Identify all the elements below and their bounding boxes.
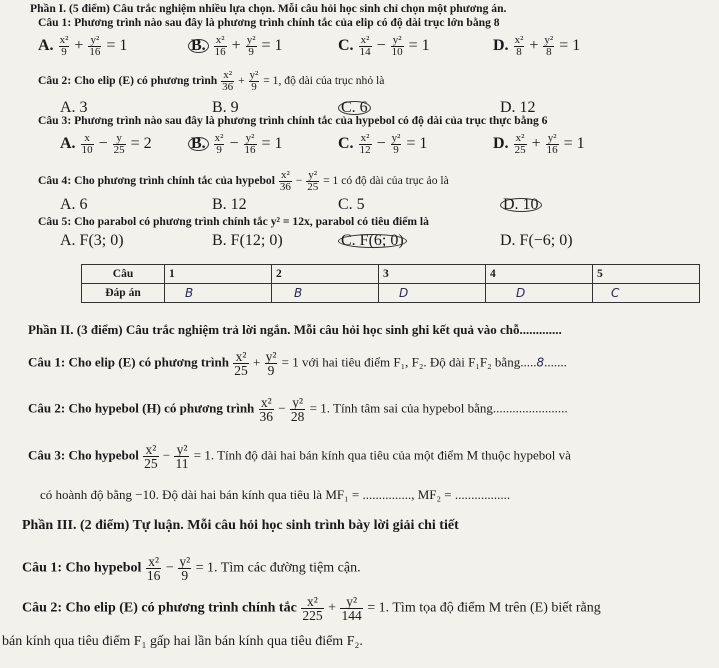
q1-option-c[interactable]: C. $\frac{\text{x²}}{14}$ − $\frac{\text{y²}}{10}$ = 1 <box>338 34 430 58</box>
answer-cell[interactable]: D <box>379 284 486 303</box>
q4-option-d[interactable]: D. 10 <box>500 196 542 214</box>
answer-cell[interactable]: B <box>272 284 379 303</box>
table-cell: Câu <box>82 265 165 284</box>
q5-option-a[interactable]: A. F(3; 0) <box>60 232 124 249</box>
q2-option-a[interactable]: A. 3 <box>60 99 88 116</box>
p3-q2-line2: bán kính qua tiêu điểm F₁ gấp hai lần bán kính qua tiêu điểm F₂. <box>2 634 363 649</box>
q5-text: Câu 5: Cho parabol có phương trình chính tắc y² = 12x, parabol có tiêu điểm là <box>38 215 429 228</box>
table-cell: 1 <box>165 265 272 284</box>
table-row <box>82 265 700 284</box>
q1-option-a[interactable]: A. $\frac{\text{x²}}{9}$ + $\frac{\text{y²}}{16}$ = 1 <box>38 34 128 58</box>
q5-option-b[interactable]: B. F(12; 0) <box>212 232 283 249</box>
table-cell: 4 <box>486 265 593 284</box>
q1-option-b[interactable]: B. $\frac{\text{x²}}{16}$ + $\frac{\text{y²}}{9}$ = 1 <box>188 35 283 58</box>
p2-q3-text: Câu 3: Cho hypebol $\frac{\text{x²}}{25}$ − $\frac{\text{y²}}{11}$ = 1. Tính độ dài hai bán kính qua tiêu của một điểm M thuộc hypebol và <box>28 442 571 471</box>
answer-cell[interactable]: C <box>593 284 700 303</box>
answer-circle: B. <box>188 39 209 53</box>
part2-header: Phần II. (3 điểm) Câu trắc nghiệm trả lời ngắn. Mỗi câu hỏi học sinh ghi kết quả vào chỗ............. <box>28 322 562 337</box>
q4-option-c[interactable]: C. 5 <box>338 196 365 213</box>
q5-option-d[interactable]: D. F(−6; 0) <box>500 232 573 249</box>
table-cell: 2 <box>272 265 379 284</box>
q4-text: Câu 4: Cho phương trình chính tắc của hypebol $\frac{\text{x²}}{36}$ − $\frac{\text{y²}}{25}$ = 1 có độ dài của trục ảo là <box>38 169 449 193</box>
q4-option-b[interactable]: B. 12 <box>212 196 247 213</box>
answer-cell[interactable]: B <box>165 284 272 303</box>
q3-option-d[interactable]: D. $\frac{\text{x²}}{25}$ + $\frac{\text{y²}}{16}$ = 1 <box>493 132 585 156</box>
q5-option-c[interactable]: C. F(6; 0) <box>338 232 407 250</box>
q3-text: Câu 3: Phương trình nào sau đây là phương trình chính tắc của hypebol có độ dài của trục thực bằng 6 <box>38 114 548 127</box>
p2-q3-line2: có hoành độ bằng −10. Độ dài hai bán kính qua tiêu là MF₁ = ..............., MF₂ = ................. <box>40 487 511 502</box>
q3-option-c[interactable]: C. $\frac{\text{x²}}{12}$ − $\frac{\text{y²}}{9}$ = 1 <box>338 132 428 156</box>
handwritten-answer[interactable]: 8 <box>536 355 545 370</box>
part1-header: Phần I. (5 điểm) Câu trắc nghiệm nhiều lựa chọn. Mỗi câu hỏi học sinh chỉ chọn một phương án. <box>30 2 507 15</box>
table-cell: Đáp án <box>82 284 165 303</box>
q2-option-c[interactable]: C. 6 <box>338 99 371 117</box>
q1-text: Câu 1: Phương trình nào sau đây là phương trình chính tắc của elip có độ dài trục lớn bằng 8 <box>38 16 500 29</box>
table-row <box>82 284 700 303</box>
q3-option-b[interactable]: B. $\frac{\text{x²}}{9}$ − $\frac{\text{y²}}{16}$ = 1 <box>188 133 283 156</box>
table-cell: 5 <box>593 265 700 284</box>
p2-q2-text: Câu 2: Cho hypebol (H) có phương trình $\frac{\text{x²}}{36}$ − $\frac{\text{y²}}{28}$ = 1. Tính tâm sai của hypebol bằng....................... <box>28 395 568 424</box>
answer-table <box>81 264 700 303</box>
q1-option-d[interactable]: D. $\frac{\text{x²}}{8}$ + $\frac{\text{y²}}{8}$ = 1 <box>493 34 581 58</box>
p2-q1-text: Câu 1: Cho elip (E) có phương trình $\frac{\text{x²}}{25}$ + $\frac{\text{y²}}{9}$ = 1 với hai tiêu điểm F₁, F₂. Độ dài F₁F₂ bằng.....8....... <box>28 349 567 378</box>
q2-option-b[interactable]: B. 9 <box>212 99 239 116</box>
q2-option-d[interactable]: D. 12 <box>500 99 536 116</box>
q4-option-a[interactable]: A. 6 <box>60 196 88 213</box>
table-cell: 3 <box>379 265 486 284</box>
p3-q2-text: Câu 2: Cho elip (E) có phương trình chính tắc $\frac{\text{x²}}{225}$ + $\frac{\text{y²}}{144}$ = 1. Tìm tọa độ điểm M trên (E) biết rằng <box>22 594 601 623</box>
q3-option-a[interactable]: A. $\frac{x}{10}$ − $\frac{y}{25}$ = 2 <box>60 132 152 156</box>
q2-text: Câu 2: Cho elip (E) có phương trình $\frac{\text{x²}}{36}$ + $\frac{\text{y²}}{9}$ = 1, độ dài của trục nhỏ là <box>38 69 385 93</box>
p3-q1-text: Câu 1: Cho hypebol $\frac{\text{x²}}{16}$ − $\frac{\text{y²}}{9}$ = 1. Tìm các đường tiệm cận. <box>22 554 361 583</box>
part3-header: Phần III. (2 điểm) Tự luận. Mỗi câu hỏi học sinh trình bày lời giải chi tiết <box>22 518 459 533</box>
answer-cell[interactable]: D <box>486 284 593 303</box>
